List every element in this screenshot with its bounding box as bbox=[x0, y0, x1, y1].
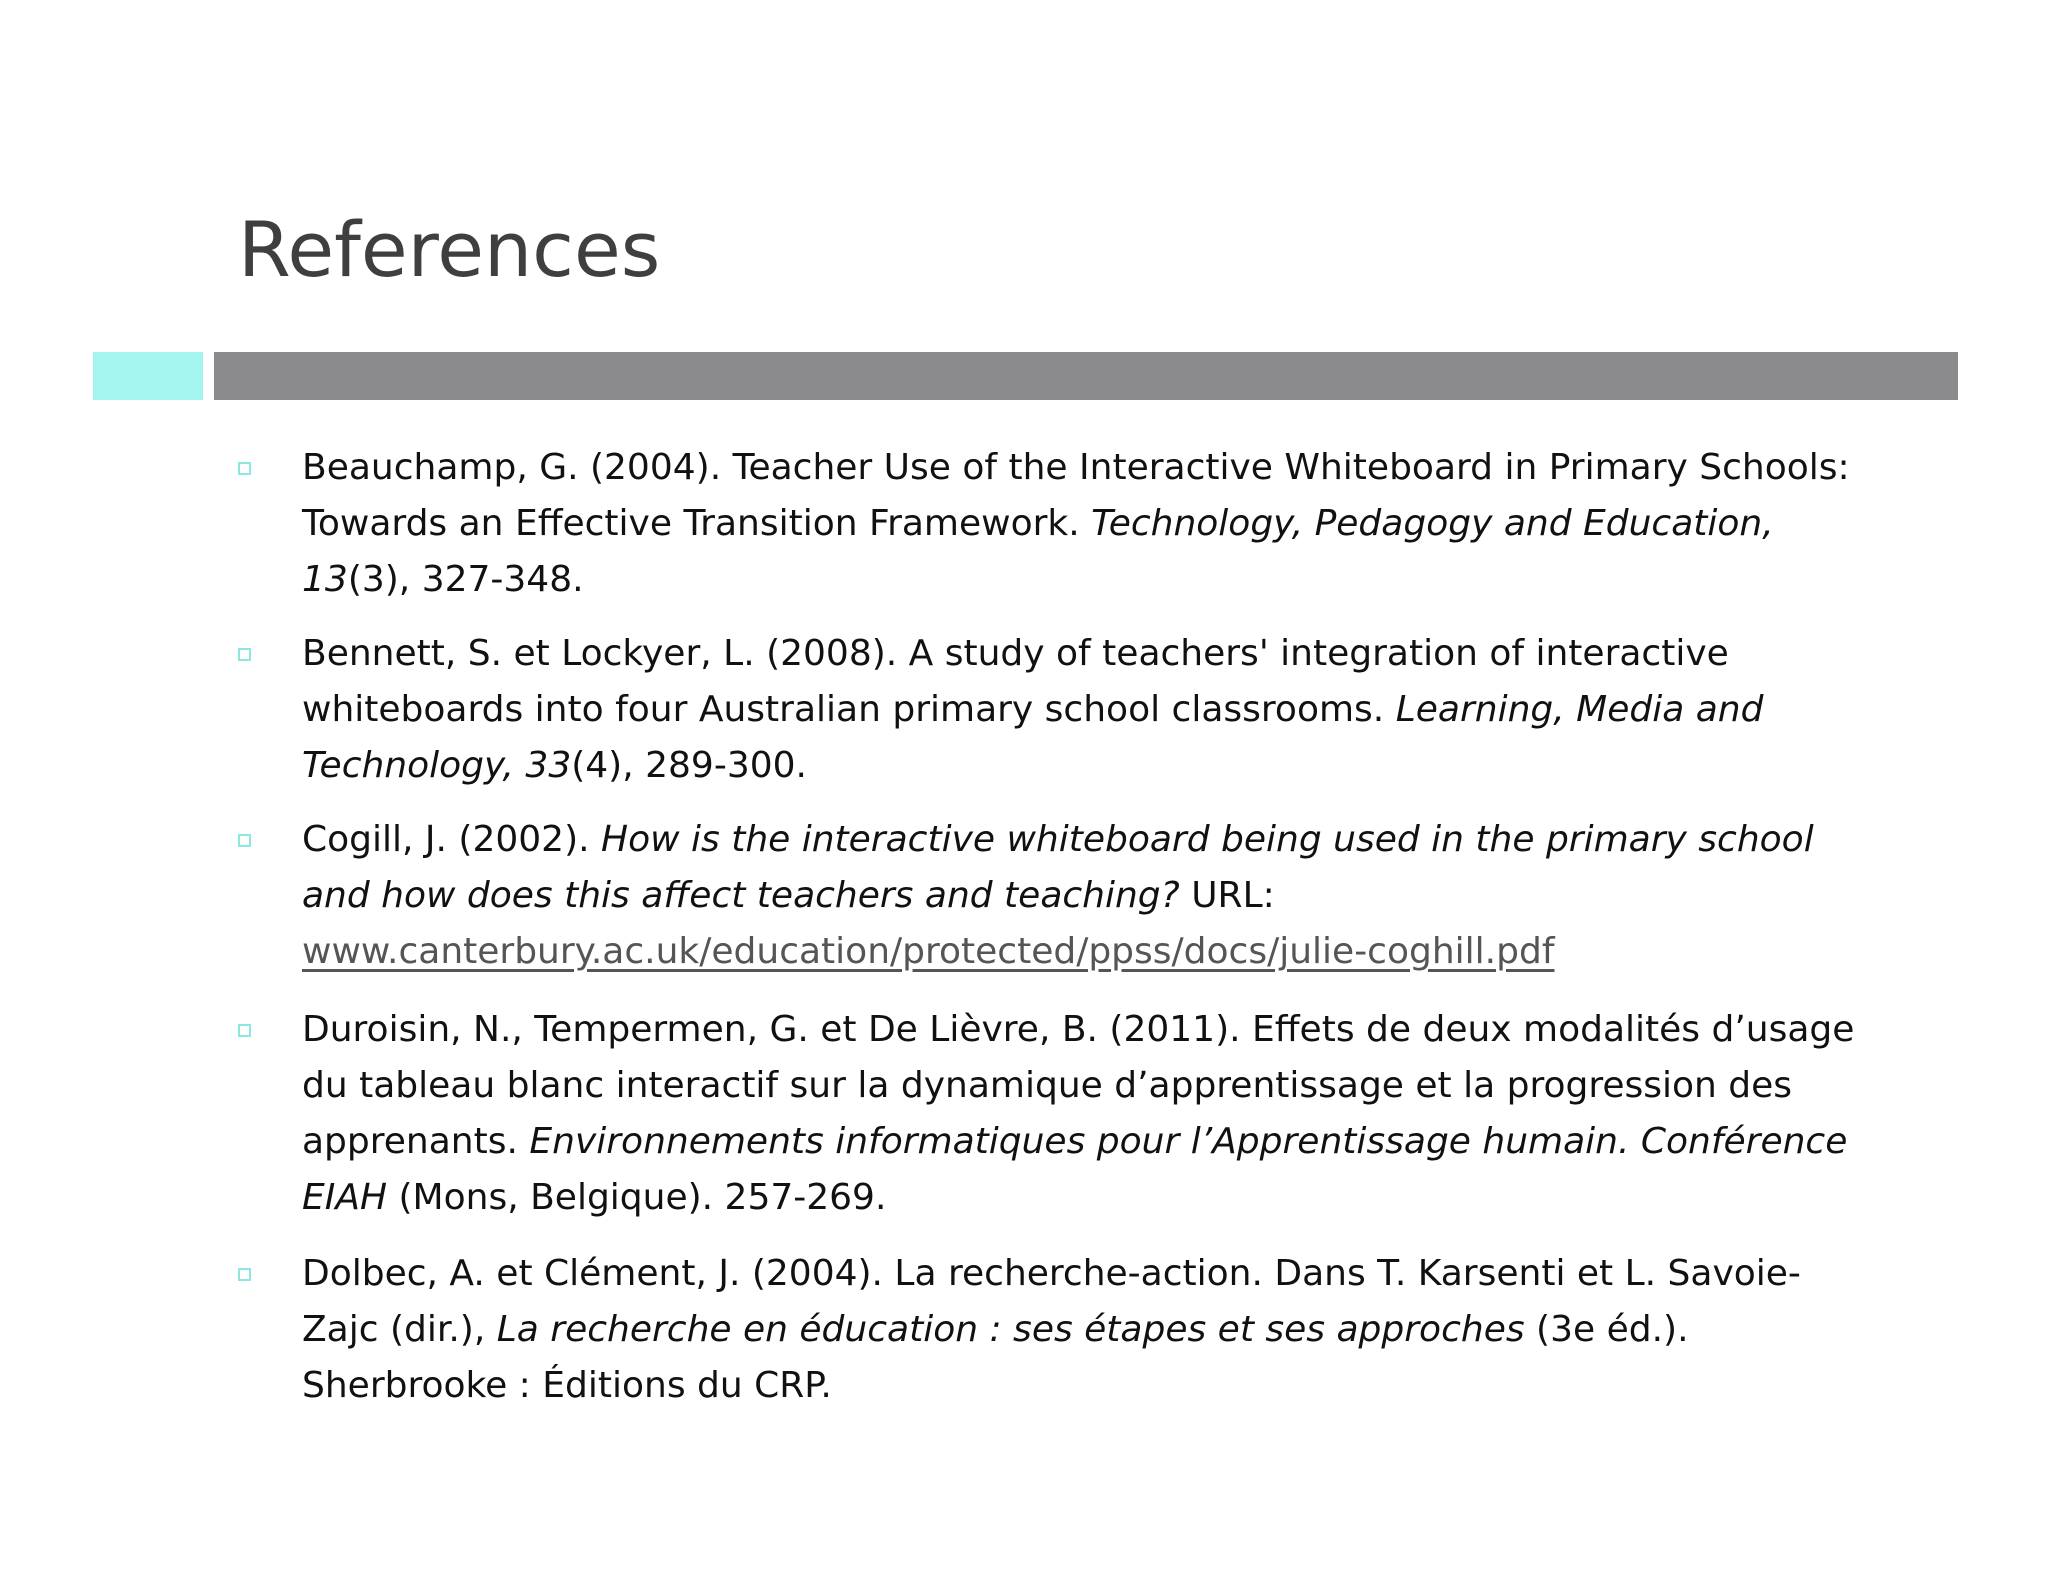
reference-plain: Cogill, J. (2002). bbox=[302, 819, 602, 860]
reference-plain: Bennett, S. et Lockyer, L. (2008). A study of teachers' integration of interactive whiteboards into four Australian primary school classrooms. bbox=[302, 633, 1729, 730]
reference-text bbox=[302, 440, 1862, 608]
reference-plain: (Mons, Belgique). 257-269. bbox=[387, 1177, 887, 1218]
reference-italic: Technology, Pedagogy and Education, 13 bbox=[302, 503, 1774, 600]
reference-plain: Dolbec, A. et Clément, J. (2004). La recherche-action. Dans T. Karsenti et L. Savoie-Zajc (dir.), bbox=[302, 1253, 1801, 1350]
square-bullet-icon bbox=[238, 1246, 262, 1302]
title-accent-bar bbox=[93, 352, 203, 400]
reference-text bbox=[302, 626, 1862, 794]
reference-italic: La recherche en éducation : ses étapes et ses approches bbox=[496, 1309, 1525, 1350]
reference-plain: Beauchamp, G. (2004). Teacher Use of the Interactive Whiteboard in Primary Schools: Towards an Effective Transition Framework. bbox=[302, 447, 1850, 544]
reference-plain: (3e éd.). Sherbrooke : Éditions du CRP. bbox=[302, 1309, 1689, 1406]
square-bullet-icon bbox=[238, 812, 262, 868]
reference-text bbox=[302, 812, 1862, 980]
reference-url-link[interactable]: www.canterbury.ac.uk/education/protected/ppss/docs/julie-coghill.pdf bbox=[302, 931, 1555, 972]
title-divider-bar bbox=[214, 352, 1958, 400]
reference-italic: How is the interactive whiteboard being used in the primary school and how does this affect teachers and teaching? bbox=[302, 819, 1814, 916]
reference-plain: URL: bbox=[1179, 875, 1275, 916]
square-bullet-icon bbox=[238, 440, 262, 496]
square-bullet-icon bbox=[238, 1002, 262, 1058]
reference-plain: (4), 289-300. bbox=[571, 745, 807, 786]
reference-text bbox=[302, 1246, 1862, 1414]
reference-plain: (3), 327-348. bbox=[347, 559, 584, 600]
reference-italic: Environnements informatiques pour l’Apprentissage humain. Conférence EIAH bbox=[302, 1121, 1848, 1218]
reference-plain: Duroisin, N., Tempermen, G. et De Lièvre, B. (2011). Effets de deux modalités d’usage du tableau blanc interactif sur la dynamique d’apprentissage et la progression des apprenants. bbox=[302, 1009, 1855, 1162]
reference-italic: Learning, Media and Technology, 33 bbox=[302, 689, 1764, 786]
page-title: References bbox=[238, 205, 661, 294]
reference-text bbox=[302, 1002, 1862, 1226]
square-bullet-icon bbox=[238, 626, 262, 682]
